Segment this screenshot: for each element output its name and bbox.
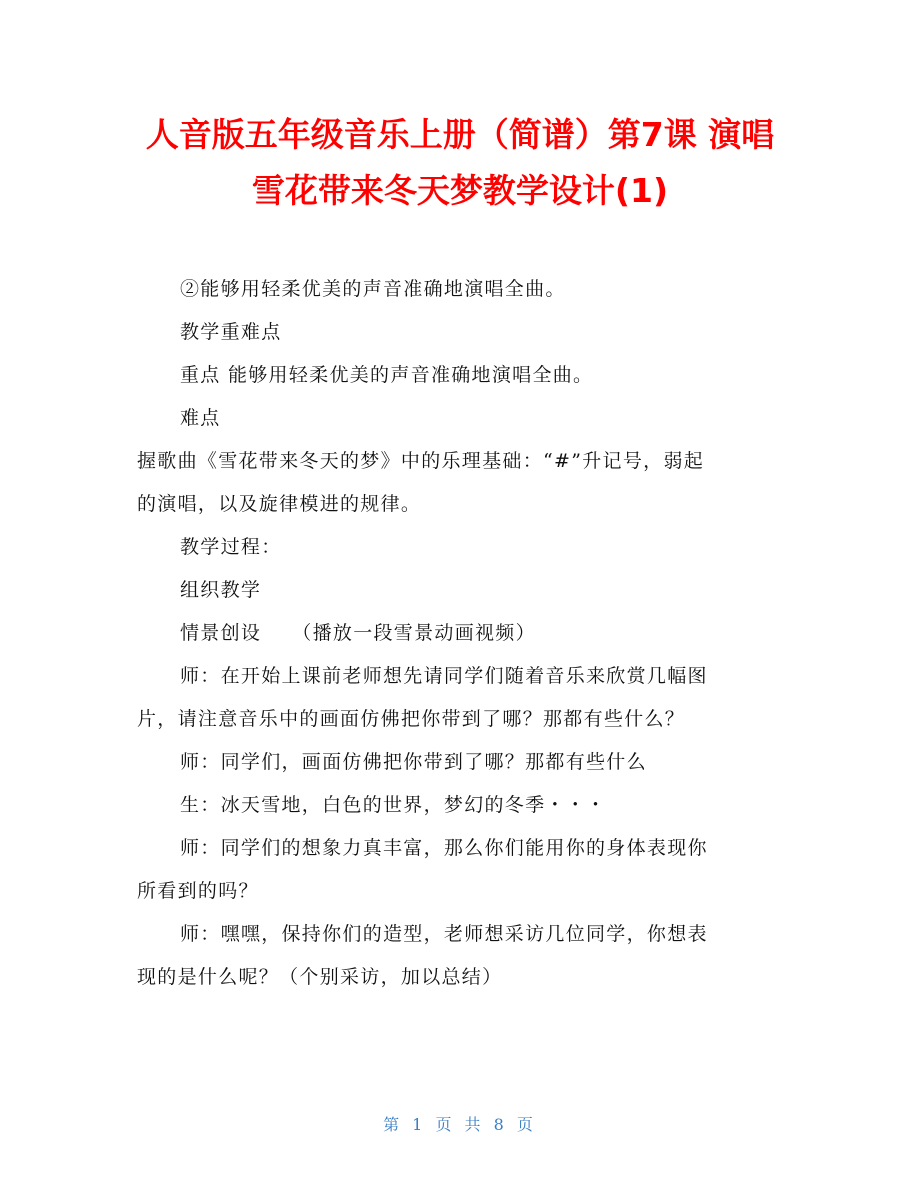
paragraph-scene-setting: 情景创设 （播放一段雪景动画视频） [180, 622, 536, 644]
paragraph-student-1: 生：冰天雪地，白色的世界，梦幻的冬季・・・ [180, 794, 607, 816]
heading-key-difficult-points: 教学重难点 [180, 321, 282, 343]
heading-difficult-point: 难点 [180, 407, 221, 429]
document-body [137, 268, 787, 999]
paragraph-teacher-4-line-2: 现的是什么呢？（个别采访，加以总结） [137, 966, 503, 988]
paragraph-difficult-point-line-2: 的演唱，以及旋律模进的规律。 [137, 493, 422, 515]
paragraph-teacher-4-line-1: 师：嘿嘿，保持你们的造型，老师想采访几位同学，你想表 [180, 923, 708, 945]
paragraph-teacher-1-line-1: 师：在开始上课前老师想先请同学们随着音乐来欣赏几幅图 [180, 665, 708, 687]
paragraph-difficult-point-line-1: 握歌曲《雪花带来冬天的梦》中的乐理基础：“#”升记号，弱起 [137, 450, 705, 472]
document-title-line-1: 人音版五年级音乐上册（简谱）第7课 演唱 [145, 115, 775, 154]
paragraph-key-point: 重点 能够用轻柔优美的声音准确地演唱全曲。 [180, 364, 594, 386]
document-title-line-2: 雪花带来冬天梦教学设计(1) [251, 171, 669, 210]
paragraph-organize-teaching: 组织教学 [180, 579, 262, 601]
paragraph-teacher-2: 师：同学们，画面仿佛把你带到了哪？那都有些什么 [180, 751, 647, 773]
paragraph-teacher-3-line-2: 所看到的吗？ [137, 880, 259, 902]
heading-teaching-process: 教学过程： [180, 536, 282, 558]
paragraph-teacher-1-line-2: 片，请注意音乐中的画面仿佛把你带到了哪？那都有些什么？ [137, 708, 686, 730]
paragraph-teacher-3-line-1: 师：同学们的想象力真丰富，那么你们能用你的身体表现你 [180, 837, 708, 859]
page-number-footer: 第 1 页 共 8 页 [383, 1115, 537, 1134]
paragraph-objective-2: ②能够用轻柔优美的声音准确地演唱全曲。 [180, 278, 566, 300]
